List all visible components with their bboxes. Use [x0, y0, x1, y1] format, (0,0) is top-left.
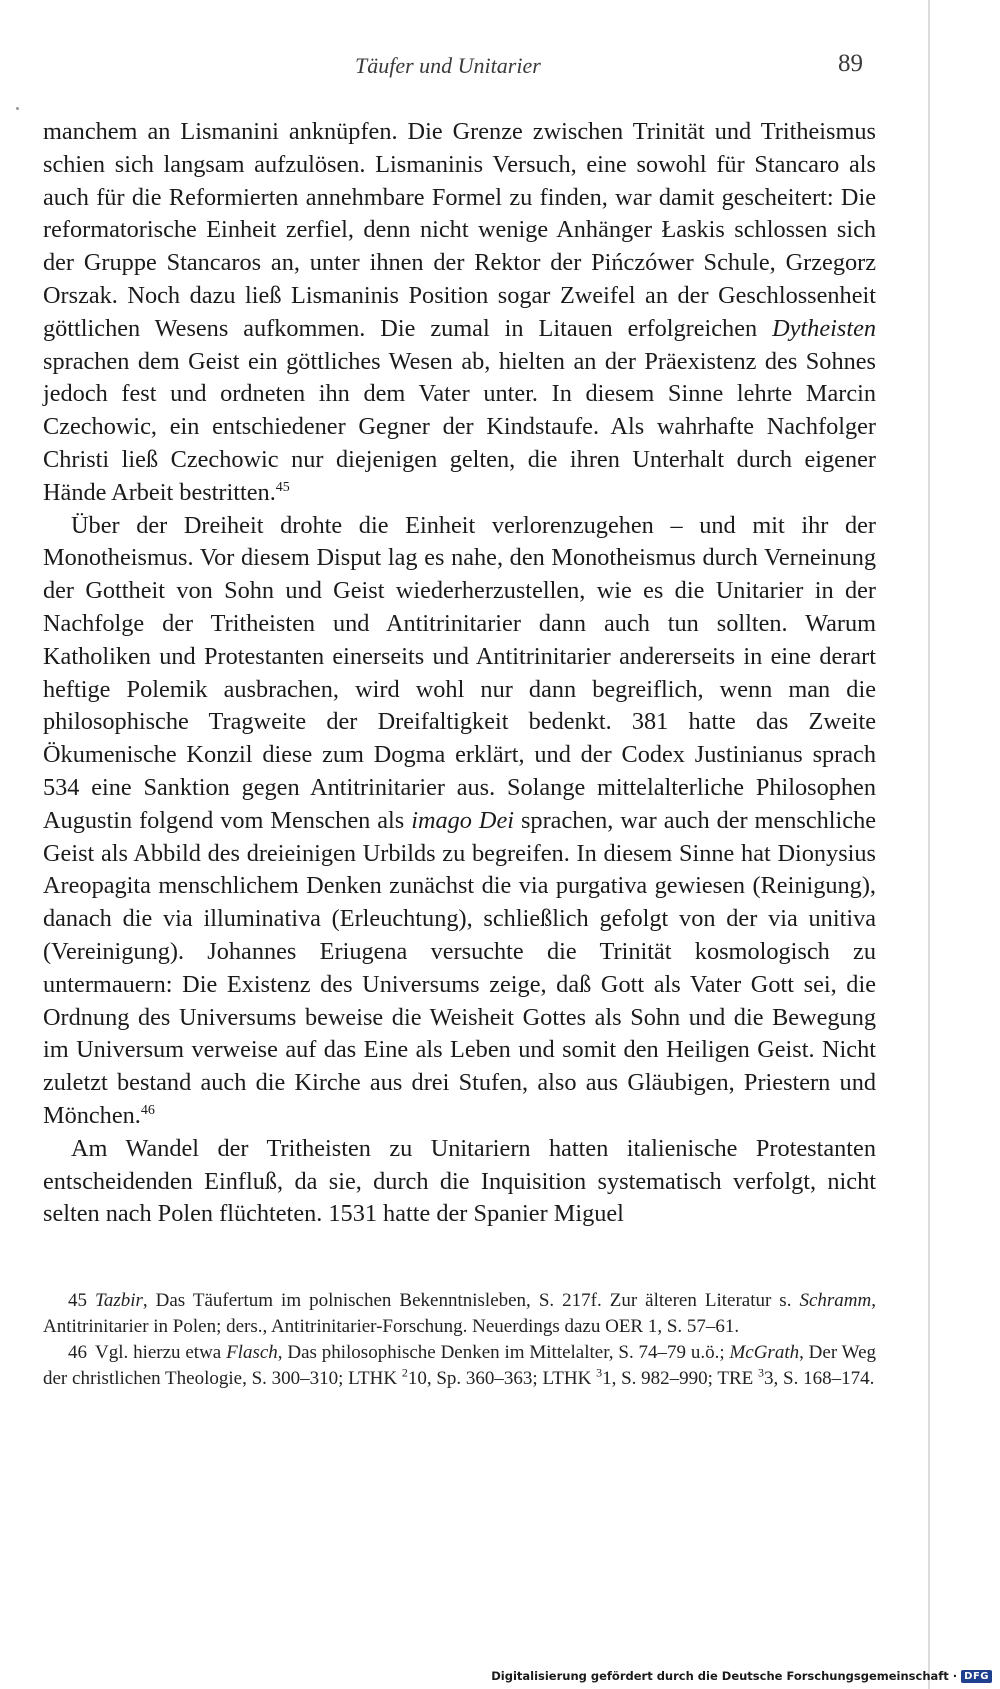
footnote-ref-45[interactable]: 45: [275, 479, 290, 495]
edition-superscript: 2: [401, 1365, 408, 1380]
paragraph-1-text-b: sprachen dem Geist ein göttliches Wesen ab, hielten an der Präexistenz des Sohnes jedoch fest und ordneten ihn dem Vater unter. In diesem Sinne lehrte Marcin Czechowic, ein entschiedener Gegner der Kindstaufe. Als wahrhafte Nachfolger Christi ließ Czechowic nur diejenigen gelten, die ihren Unterhalt durch eigener Hände Arbeit bestritten.: [43, 347, 876, 506]
paragraph-2-text-b: sprachen, war auch der menschliche Geist als Abbild des dreieinigen Urbilds zu begreifen. In diesem Sinne hat Dionysius Areopagita menschlichem Denken zunächst die via purgativa gewiesen (Reinigung), danach die via illuminativa (Erleuchtung), schließlich gefolgt von der via unitiva (Vereinigung). Johannes Eriugena versuchte die Trinität kosmologisch zu untermauern: Die Existenz des Universums zeige, daß Gott als Vater Gott sei, die Ordnung des Universums beweise die Weisheit Gottes als Sohn und die Bewegung im Universum verweise auf das Eine als Leben und somit den Heiligen Geist. Nicht zuletzt bestand auch die Kirche aus drei Stufen, also aus Gläubigen, Priestern und Mönchen.: [43, 806, 876, 1129]
footnote-text: , Antitrinitarier in Polen; ders., Antitrinitarier-Forschung. Neuerdings dazu OER 1, S. 57–61.: [43, 1290, 876, 1337]
paragraph-1: [43, 116, 876, 510]
footnote-number: 46: [68, 1342, 87, 1363]
term-imago-dei: imago Dei: [411, 806, 514, 834]
footnote-text: Vgl. hierzu etwa: [95, 1342, 227, 1363]
footnote-text: , Der Weg der christlichen Theologie, S. 300–310; LTHK: [43, 1342, 876, 1389]
running-title: Täufer und Unitarier: [355, 53, 541, 78]
paragraph-2-text-a: Über der Dreiheit drohte die Einheit verlorenzugehen – und mit ihr der Monotheismus. Vor diesem Disput lag es nahe, den Monotheismus durch Verneinung der Gottheit von Sohn und Geist wiederherzustellen, wie es die Unitarier in der Nachfolge der Tritheisten und Antitrinitarier dann auch tun sollten. Warum Katholiken und Protestanten einerseits und Antitrinitarier andererseits in eine derart heftige Polemik ausbrachen, wird wohl nur dann begreiflich, wenn man die philosophische Tragweite der Dreifaltigkeit bedenkt. 381 hatte das Zweite Ökumenische Konzil diese zum Dogma erklärt, und der Codex Justinianus sprach 534 eine Sanktion gegen Antitrinitarier aus. Solange mittelalterliche Philosophen Augustin folgend vom Menschen als: [43, 511, 876, 834]
credit-text: Digitalisierung gefördert durch die Deutsche Forschungsgemeinschaft ·: [491, 1669, 958, 1683]
paragraph-3: Am Wandel der Tritheisten zu Unitariern hatten italienische Protestanten entscheidenden Einfluß, da sie, durch die Inquisition systematisch verfolgt, nicht selten nach Polen flüchteten. 1531 hatte der Spanier Miguel: [43, 1134, 876, 1228]
term-dytheisten: Dytheisten: [772, 314, 876, 342]
footnotes: [43, 1288, 876, 1392]
scan-speck: [16, 107, 19, 110]
dfg-logo: DFG: [961, 1670, 992, 1683]
footnote-45: [43, 1288, 876, 1340]
edition-superscript: 3: [596, 1365, 603, 1380]
footnote-text: , Das Täufertum im polnischen Bekenntnisleben, S. 217f. Zur älteren Literatur s.: [142, 1290, 800, 1311]
footnote-number: 45: [68, 1290, 87, 1311]
footnote-text: , Das philosophische Denken im Mittelalter, S. 74–79 u.ö.;: [277, 1342, 730, 1363]
footnote-author: Schramm: [799, 1290, 872, 1311]
edition-superscript: 3: [758, 1365, 764, 1380]
footnote-author: Flasch: [226, 1342, 278, 1363]
main-text: [43, 116, 876, 1231]
footnote-ref-46[interactable]: 46: [140, 1102, 155, 1118]
footnote-46: [43, 1340, 876, 1392]
footnote-text: 3, S. 168–174.: [764, 1368, 875, 1389]
footnote-text: 1, S. 982–990; TRE: [602, 1368, 758, 1389]
page-number: 89: [838, 50, 863, 77]
paragraph-1-text-a: manchem an Lismanini anknüpfen. Die Grenze zwischen Trinität und Tritheismus schien sich langsam aufzulösen. Lismaninis Versuch, eine sowohl für Stancaro als auch für die Reformierten annehmbare Formel zu finden, war damit gescheitert: Die reformatorische Einheit zerfiel, denn nicht wenige Anhänger Łaskis schlossen sich der Gruppe Stancaros an, unter ihnen der Rektor der Pińczówer Schule, Grzegorz Orszak. Noch dazu ließ Lismaninis Position sogar Zweifel an der Geschlossenheit göttlichen Wesens aufkommen. Die zumal in Litauen erfolgreichen: [43, 118, 876, 342]
footnote-text: 10, Sp. 360–363; LTHK: [407, 1368, 597, 1389]
footnote-author: Tazbir: [95, 1290, 143, 1311]
paragraph-2: [43, 510, 876, 1133]
digitization-credit: [491, 1669, 992, 1683]
footnote-author: McGrath: [729, 1342, 800, 1363]
